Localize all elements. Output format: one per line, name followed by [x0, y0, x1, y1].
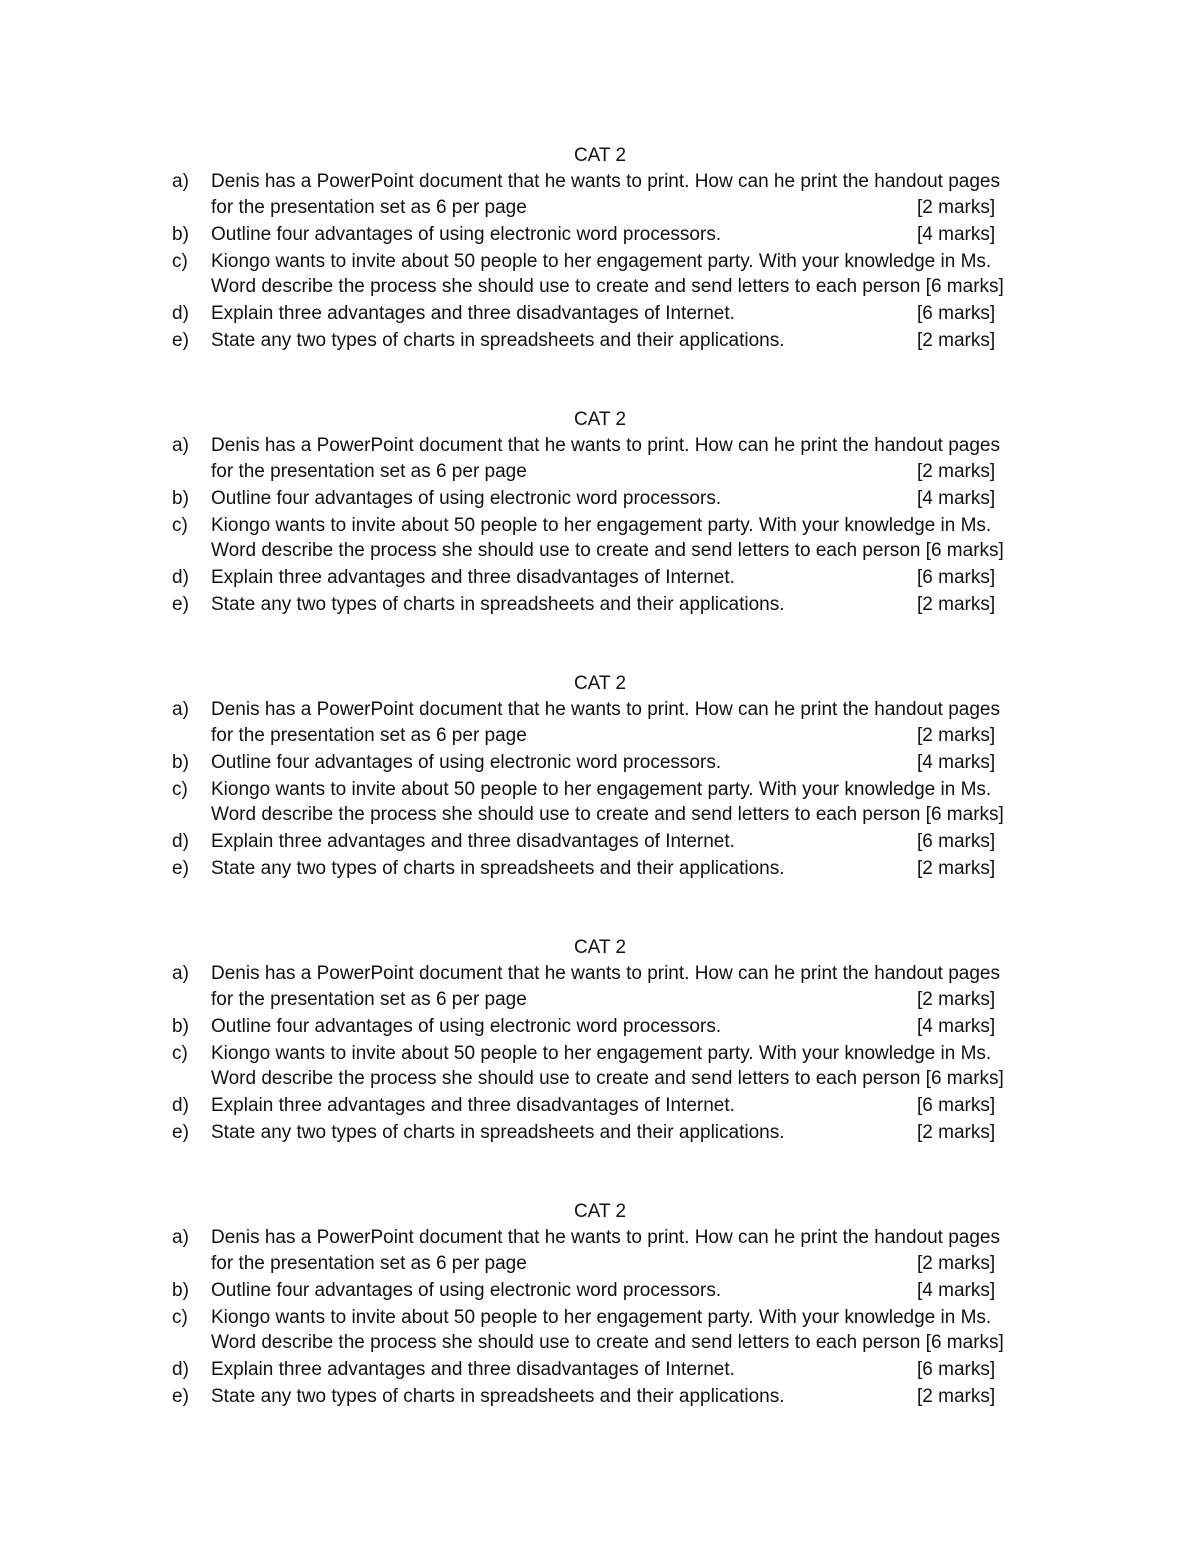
- question-letter: a): [172, 699, 189, 720]
- question-letter: e): [172, 330, 189, 351]
- question-text: State any two types of charts in spreadsheets and their applications.: [211, 1122, 785, 1143]
- question-line: [0, 592, 1200, 618]
- question-line: [0, 1093, 1200, 1119]
- question-text: Denis has a PowerPoint document that he wants to print. How can he print the handout pages: [211, 171, 1000, 192]
- question-marks: [2 marks]: [917, 197, 996, 218]
- question-line: [0, 697, 1200, 723]
- question-text: Kiongo wants to invite about 50 people to her engagement party. With your knowledge in Ms.: [211, 1307, 992, 1328]
- question-text: Word describe the process she should use to create and send letters to each person [6 marks]: [211, 540, 1004, 561]
- question-line: [0, 565, 1200, 591]
- question-letter: d): [172, 303, 189, 324]
- question-line: [0, 1330, 1200, 1356]
- question-line: [0, 301, 1200, 327]
- question-line: [0, 750, 1200, 776]
- question-line: [0, 1305, 1200, 1331]
- question-marks: [2 marks]: [917, 1122, 996, 1143]
- question-text: Explain three advantages and three disadvantages of Internet.: [211, 831, 735, 852]
- question-text: Outline four advantages of using electronic word processors.: [211, 488, 722, 509]
- block-title: CAT 2: [573, 145, 627, 166]
- question-text: Explain three advantages and three disadvantages of Internet.: [211, 1095, 735, 1116]
- question-line: [0, 829, 1200, 855]
- question-letter: a): [172, 1227, 189, 1248]
- question-letter: b): [172, 488, 189, 509]
- question-line: [0, 1120, 1200, 1146]
- question-text: Word describe the process she should use to create and send letters to each person [6 marks]: [211, 276, 1004, 297]
- question-text: Kiongo wants to invite about 50 people to her engagement party. With your knowledge in Ms.: [211, 515, 992, 536]
- question-text: Outline four advantages of using electronic word processors.: [211, 1280, 722, 1301]
- question-line: [0, 987, 1200, 1013]
- question-text: Explain three advantages and three disadvantages of Internet.: [211, 567, 735, 588]
- question-text: Word describe the process she should use to create and send letters to each person [6 marks]: [211, 1332, 1004, 1353]
- question-text: Outline four advantages of using electronic word processors.: [211, 224, 722, 245]
- question-line: [0, 1225, 1200, 1251]
- question-text: Word describe the process she should use to create and send letters to each person [6 marks]: [211, 1068, 1004, 1089]
- question-marks: [2 marks]: [917, 989, 996, 1010]
- question-line: [0, 538, 1200, 564]
- question-letter: d): [172, 1359, 189, 1380]
- question-text: for the presentation set as 6 per page: [211, 989, 527, 1010]
- question-letter: c): [172, 1307, 188, 1328]
- question-letter: c): [172, 1043, 188, 1064]
- question-line: [0, 1357, 1200, 1383]
- question-line: [0, 1066, 1200, 1092]
- question-letter: c): [172, 779, 188, 800]
- question-text: State any two types of charts in spreadsheets and their applications.: [211, 1386, 785, 1407]
- question-line: [0, 222, 1200, 248]
- question-text: for the presentation set as 6 per page: [211, 461, 527, 482]
- question-letter: d): [172, 831, 189, 852]
- question-text: Kiongo wants to invite about 50 people to her engagement party. With your knowledge in Ms.: [211, 1043, 992, 1064]
- block-title: CAT 2: [573, 409, 627, 430]
- question-letter: a): [172, 963, 189, 984]
- question-line: [0, 1041, 1200, 1067]
- question-letter: b): [172, 752, 189, 773]
- question-text: Outline four advantages of using electronic word processors.: [211, 1016, 722, 1037]
- question-letter: b): [172, 1280, 189, 1301]
- question-text: for the presentation set as 6 per page: [211, 725, 527, 746]
- question-line: [0, 249, 1200, 275]
- question-text: for the presentation set as 6 per page: [211, 1253, 527, 1274]
- block-title: CAT 2: [573, 673, 627, 694]
- question-marks: [2 marks]: [917, 858, 996, 879]
- question-text: State any two types of charts in spreadsheets and their applications.: [211, 858, 785, 879]
- question-marks: [2 marks]: [917, 594, 996, 615]
- question-line: [0, 459, 1200, 485]
- question-letter: e): [172, 1122, 189, 1143]
- question-line: [0, 1014, 1200, 1040]
- question-marks: [4 marks]: [917, 1016, 996, 1037]
- question-text: Denis has a PowerPoint document that he wants to print. How can he print the handout pages: [211, 963, 1000, 984]
- question-letter: a): [172, 435, 189, 456]
- question-marks: [4 marks]: [917, 752, 996, 773]
- question-line: [0, 195, 1200, 221]
- question-letter: a): [172, 171, 189, 192]
- question-line: [0, 328, 1200, 354]
- question-marks: [6 marks]: [917, 1095, 996, 1116]
- question-text: Denis has a PowerPoint document that he wants to print. How can he print the handout pages: [211, 699, 1000, 720]
- block-title: CAT 2: [573, 1201, 627, 1222]
- question-letter: e): [172, 858, 189, 879]
- question-marks: [4 marks]: [917, 224, 996, 245]
- question-letter: b): [172, 224, 189, 245]
- question-letter: d): [172, 1095, 189, 1116]
- question-text: Explain three advantages and three disadvantages of Internet.: [211, 1359, 735, 1380]
- question-line: [0, 433, 1200, 459]
- question-marks: [2 marks]: [917, 1253, 996, 1274]
- question-marks: [2 marks]: [917, 1386, 996, 1407]
- question-marks: [2 marks]: [917, 461, 996, 482]
- question-text: for the presentation set as 6 per page: [211, 197, 527, 218]
- question-text: State any two types of charts in spreadsheets and their applications.: [211, 330, 785, 351]
- question-marks: [2 marks]: [917, 725, 996, 746]
- question-marks: [2 marks]: [917, 330, 996, 351]
- question-marks: [6 marks]: [917, 303, 996, 324]
- question-line: [0, 513, 1200, 539]
- question-line: [0, 1384, 1200, 1410]
- question-letter: d): [172, 567, 189, 588]
- question-text: State any two types of charts in spreadsheets and their applications.: [211, 594, 785, 615]
- question-line: [0, 486, 1200, 512]
- question-letter: c): [172, 251, 188, 272]
- question-letter: e): [172, 1386, 189, 1407]
- question-marks: [6 marks]: [917, 1359, 996, 1380]
- question-line: [0, 856, 1200, 882]
- question-text: Kiongo wants to invite about 50 people to her engagement party. With your knowledge in Ms.: [211, 251, 992, 272]
- question-line: [0, 777, 1200, 803]
- question-line: [0, 723, 1200, 749]
- question-letter: c): [172, 515, 188, 536]
- question-text: Outline four advantages of using electronic word processors.: [211, 752, 722, 773]
- question-line: [0, 169, 1200, 195]
- question-text: Denis has a PowerPoint document that he wants to print. How can he print the handout pages: [211, 435, 1000, 456]
- question-text: Explain three advantages and three disadvantages of Internet.: [211, 303, 735, 324]
- question-line: [0, 802, 1200, 828]
- block-title: CAT 2: [573, 937, 627, 958]
- question-line: [0, 1278, 1200, 1304]
- question-line: [0, 274, 1200, 300]
- question-marks: [4 marks]: [917, 1280, 996, 1301]
- question-marks: [6 marks]: [917, 831, 996, 852]
- question-letter: b): [172, 1016, 189, 1037]
- question-text: Kiongo wants to invite about 50 people to her engagement party. With your knowledge in Ms.: [211, 779, 992, 800]
- question-marks: [6 marks]: [917, 567, 996, 588]
- question-text: Word describe the process she should use to create and send letters to each person [6 marks]: [211, 804, 1004, 825]
- question-marks: [4 marks]: [917, 488, 996, 509]
- question-line: [0, 961, 1200, 987]
- question-text: Denis has a PowerPoint document that he wants to print. How can he print the handout pages: [211, 1227, 1000, 1248]
- question-letter: e): [172, 594, 189, 615]
- question-line: [0, 1251, 1200, 1277]
